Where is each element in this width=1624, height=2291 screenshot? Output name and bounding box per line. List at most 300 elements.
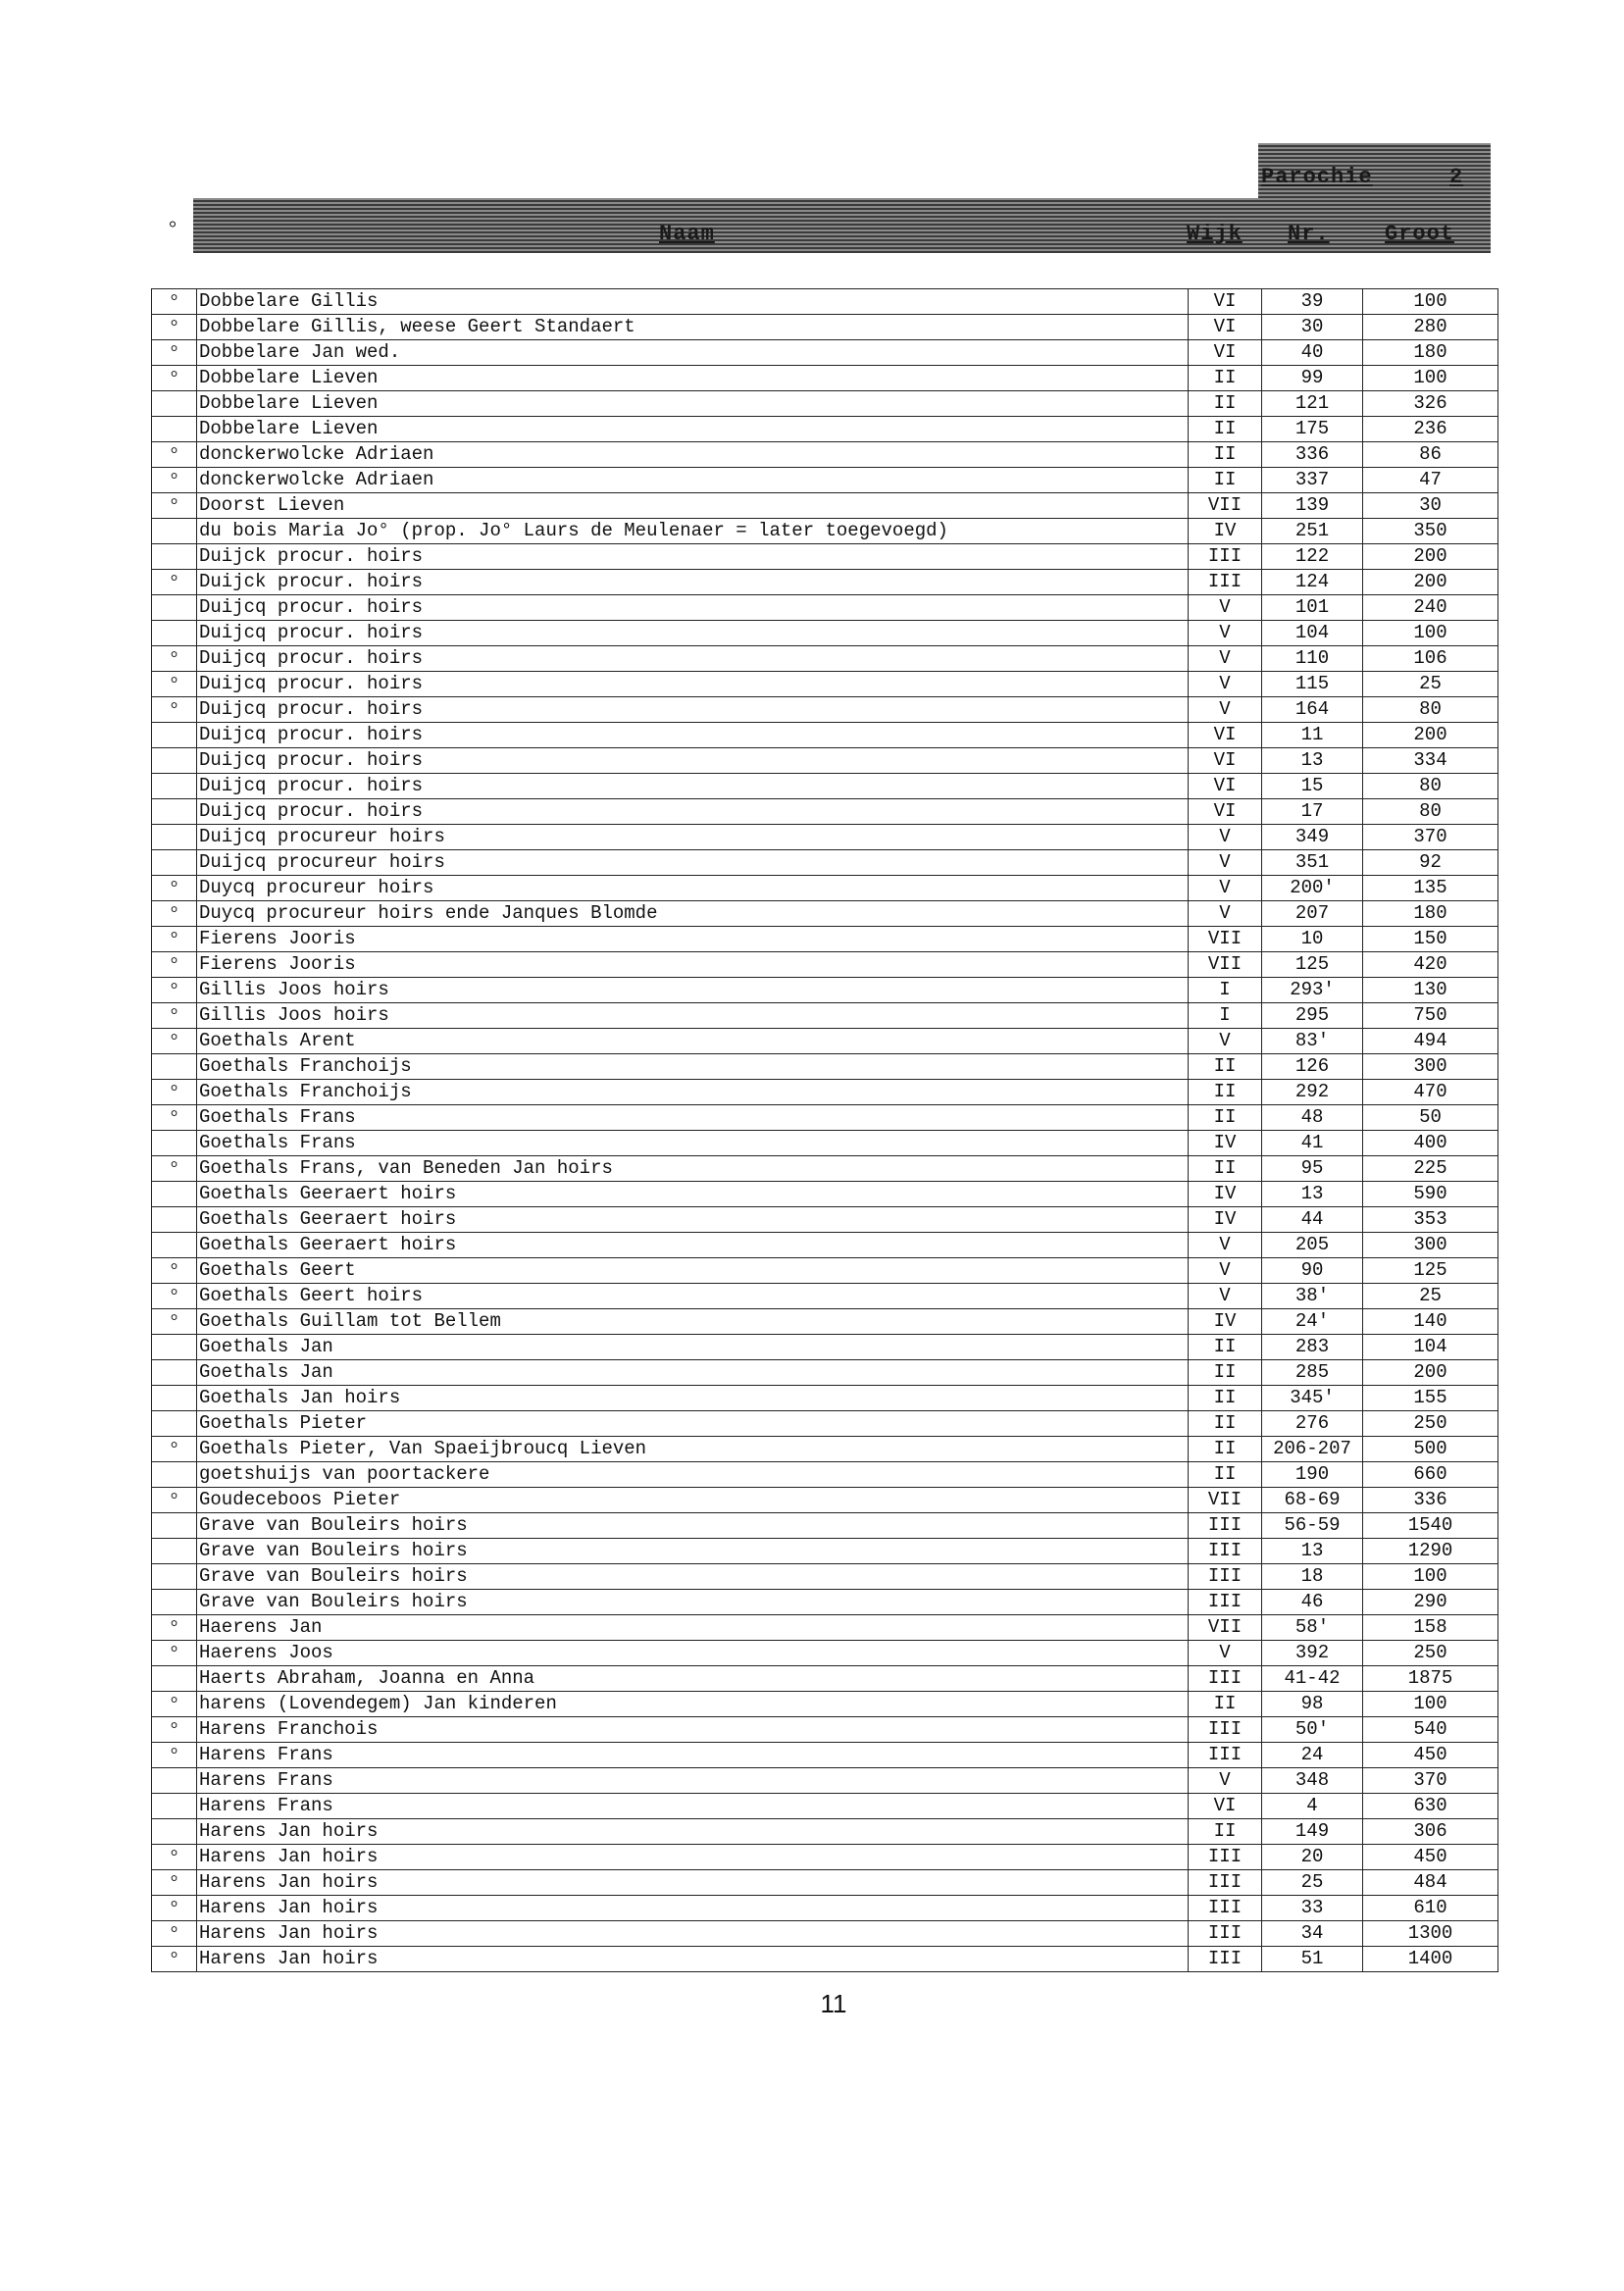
row-wijk: IV [1189, 1131, 1262, 1156]
row-name: Goethals Frans [197, 1105, 1189, 1131]
row-groot: 420 [1363, 952, 1498, 978]
row-mark [152, 1233, 197, 1258]
row-nr: 337 [1262, 468, 1363, 493]
row-nr: 50' [1262, 1717, 1363, 1743]
row-mark: ° [152, 1105, 197, 1131]
table-row [152, 774, 1498, 799]
row-nr: 56-59 [1262, 1513, 1363, 1539]
row-wijk: V [1189, 1258, 1262, 1284]
row-name: Harens Jan hoirs [197, 1870, 1189, 1896]
row-name: Gillis Joos hoirs [197, 978, 1189, 1003]
table-row [152, 850, 1498, 876]
row-name: Harens Franchois [197, 1717, 1189, 1743]
row-mark [152, 1513, 197, 1539]
row-name: Duijcq procur. hoirs [197, 799, 1189, 825]
row-mark: ° [152, 1488, 197, 1513]
row-wijk: V [1189, 672, 1262, 697]
table-row [152, 1080, 1498, 1105]
table-row [152, 672, 1498, 697]
row-name: Goethals Jan hoirs [197, 1386, 1189, 1411]
row-groot: 130 [1363, 978, 1498, 1003]
row-nr: 17 [1262, 799, 1363, 825]
table-row [152, 1513, 1498, 1539]
row-mark: ° [152, 1258, 197, 1284]
row-wijk: VII [1189, 1615, 1262, 1641]
row-mark [152, 723, 197, 748]
row-groot: 400 [1363, 1131, 1498, 1156]
row-name: Goethals Jan [197, 1360, 1189, 1386]
row-name: Dobbelare Gillis [197, 289, 1189, 315]
table-row [152, 1819, 1498, 1845]
row-wijk: II [1189, 417, 1262, 442]
row-mark [152, 748, 197, 774]
header-degree-mark: ° [169, 218, 177, 239]
row-nr: 38' [1262, 1284, 1363, 1309]
row-name: Goethals Geeraert hoirs [197, 1207, 1189, 1233]
row-nr: 98 [1262, 1692, 1363, 1717]
row-name: Fierens Jooris [197, 952, 1189, 978]
row-mark [152, 1794, 197, 1819]
row-nr: 293' [1262, 978, 1363, 1003]
table-row [152, 1488, 1498, 1513]
row-groot: 290 [1363, 1590, 1498, 1615]
table-row [152, 315, 1498, 340]
row-nr: 48 [1262, 1105, 1363, 1131]
row-mark: ° [152, 646, 197, 672]
row-groot: 180 [1363, 340, 1498, 366]
table-row [152, 1182, 1498, 1207]
row-groot: 1540 [1363, 1513, 1498, 1539]
row-groot: 494 [1363, 1029, 1498, 1054]
row-nr: 13 [1262, 748, 1363, 774]
table-row [152, 544, 1498, 570]
row-name: Goethals Pieter, Van Spaeijbroucq Lieven [197, 1437, 1189, 1462]
table-row [152, 1794, 1498, 1819]
row-groot: 1400 [1363, 1947, 1498, 1972]
row-name: Harens Jan hoirs [197, 1947, 1189, 1972]
table-row [152, 1258, 1498, 1284]
row-nr: 207 [1262, 901, 1363, 927]
row-wijk: VI [1189, 723, 1262, 748]
row-groot: 80 [1363, 799, 1498, 825]
row-nr: 348 [1262, 1768, 1363, 1794]
row-wijk: III [1189, 1513, 1262, 1539]
row-wijk: V [1189, 1641, 1262, 1666]
row-groot: 660 [1363, 1462, 1498, 1488]
row-groot: 240 [1363, 595, 1498, 621]
row-name: Goethals Franchoijs [197, 1054, 1189, 1080]
table-row [152, 1437, 1498, 1462]
table-row [152, 1666, 1498, 1692]
row-name: Harens Jan hoirs [197, 1845, 1189, 1870]
row-groot: 350 [1363, 519, 1498, 544]
row-wijk: III [1189, 570, 1262, 595]
row-wijk: II [1189, 442, 1262, 468]
row-groot: 250 [1363, 1411, 1498, 1437]
table-row [152, 493, 1498, 519]
row-nr: 11 [1262, 723, 1363, 748]
row-nr: 392 [1262, 1641, 1363, 1666]
row-nr: 110 [1262, 646, 1363, 672]
row-name: Duycq procureur hoirs ende Janques Blomde [197, 901, 1189, 927]
row-name: goetshuijs van poortackere [197, 1462, 1189, 1488]
row-mark [152, 1819, 197, 1845]
row-groot: 25 [1363, 1284, 1498, 1309]
row-groot: 100 [1363, 366, 1498, 391]
row-nr: 351 [1262, 850, 1363, 876]
row-mark [152, 1360, 197, 1386]
row-wijk: V [1189, 901, 1262, 927]
row-nr: 15 [1262, 774, 1363, 799]
row-nr: 251 [1262, 519, 1363, 544]
row-mark: ° [152, 1845, 197, 1870]
row-nr: 104 [1262, 621, 1363, 646]
row-wijk: II [1189, 1411, 1262, 1437]
row-name: Goethals Frans [197, 1131, 1189, 1156]
table-row [152, 1845, 1498, 1870]
row-groot: 80 [1363, 774, 1498, 799]
row-groot: 25 [1363, 672, 1498, 697]
row-wijk: II [1189, 1692, 1262, 1717]
row-groot: 750 [1363, 1003, 1498, 1029]
row-nr: 95 [1262, 1156, 1363, 1182]
row-mark: ° [152, 1156, 197, 1182]
row-mark: ° [152, 289, 197, 315]
row-mark: ° [152, 1947, 197, 1972]
row-wijk: III [1189, 1666, 1262, 1692]
row-mark [152, 417, 197, 442]
row-groot: 280 [1363, 315, 1498, 340]
row-wijk: VII [1189, 1488, 1262, 1513]
row-wijk: II [1189, 1156, 1262, 1182]
row-groot: 450 [1363, 1743, 1498, 1768]
row-mark [152, 799, 197, 825]
row-name: Grave van Bouleirs hoirs [197, 1539, 1189, 1564]
table-row [152, 442, 1498, 468]
row-name: Goethals Franchoijs [197, 1080, 1189, 1105]
row-name: Duijck procur. hoirs [197, 570, 1189, 595]
row-nr: 149 [1262, 1819, 1363, 1845]
row-name: Harens Jan hoirs [197, 1896, 1189, 1921]
row-groot: 200 [1363, 723, 1498, 748]
row-wijk: III [1189, 1590, 1262, 1615]
table-row [152, 697, 1498, 723]
header-parish-number: 2 [1449, 165, 1464, 189]
row-mark [152, 1590, 197, 1615]
table-row [152, 417, 1498, 442]
row-nr: 4 [1262, 1794, 1363, 1819]
row-groot: 100 [1363, 1692, 1498, 1717]
row-mark: ° [152, 493, 197, 519]
row-mark: ° [152, 876, 197, 901]
row-groot: 104 [1363, 1335, 1498, 1360]
row-wijk: II [1189, 1360, 1262, 1386]
row-groot: 100 [1363, 1564, 1498, 1590]
row-wijk: VI [1189, 340, 1262, 366]
row-mark [152, 1054, 197, 1080]
row-mark: ° [152, 1641, 197, 1666]
page-number: 11 [820, 1989, 847, 2018]
row-groot: 306 [1363, 1819, 1498, 1845]
row-name: Duijcq procureur hoirs [197, 825, 1189, 850]
row-nr: 139 [1262, 493, 1363, 519]
row-name: Goethals Jan [197, 1335, 1189, 1360]
row-nr: 44 [1262, 1207, 1363, 1233]
row-groot: 225 [1363, 1156, 1498, 1182]
row-mark: ° [152, 978, 197, 1003]
row-nr: 349 [1262, 825, 1363, 850]
row-groot: 30 [1363, 493, 1498, 519]
table-row [152, 1054, 1498, 1080]
row-wijk: VI [1189, 289, 1262, 315]
row-wijk: II [1189, 1105, 1262, 1131]
row-wijk: III [1189, 1845, 1262, 1870]
row-wijk: VI [1189, 799, 1262, 825]
row-groot: 200 [1363, 544, 1498, 570]
row-name: Dobbelare Gillis, weese Geert Standaert [197, 315, 1189, 340]
row-nr: 18 [1262, 1564, 1363, 1590]
row-nr: 125 [1262, 952, 1363, 978]
table-row [152, 1590, 1498, 1615]
row-name: Goethals Geeraert hoirs [197, 1182, 1189, 1207]
row-mark [152, 1564, 197, 1590]
row-groot: 150 [1363, 927, 1498, 952]
row-wijk: III [1189, 544, 1262, 570]
table-row [152, 570, 1498, 595]
row-wijk: V [1189, 621, 1262, 646]
table-row [152, 621, 1498, 646]
register-table [151, 288, 1498, 1972]
row-groot: 300 [1363, 1054, 1498, 1080]
row-name: Goethals Guillam tot Bellem [197, 1309, 1189, 1335]
row-mark: ° [152, 952, 197, 978]
row-nr: 99 [1262, 366, 1363, 391]
row-mark: ° [152, 1870, 197, 1896]
row-name: Dobbelare Lieven [197, 391, 1189, 417]
row-groot: 158 [1363, 1615, 1498, 1641]
row-mark [152, 544, 197, 570]
table-row [152, 1207, 1498, 1233]
row-mark: ° [152, 1003, 197, 1029]
row-groot: 353 [1363, 1207, 1498, 1233]
row-name: Goudeceboos Pieter [197, 1488, 1189, 1513]
row-name: Goethals Geeraert hoirs [197, 1233, 1189, 1258]
row-mark: ° [152, 1743, 197, 1768]
row-name: Duijcq procur. hoirs [197, 595, 1189, 621]
row-nr: 90 [1262, 1258, 1363, 1284]
row-groot: 135 [1363, 876, 1498, 901]
row-mark: ° [152, 1921, 197, 1947]
row-wijk: III [1189, 1896, 1262, 1921]
row-nr: 83' [1262, 1029, 1363, 1054]
table-row [152, 595, 1498, 621]
row-wijk: II [1189, 1462, 1262, 1488]
row-groot: 92 [1363, 850, 1498, 876]
row-wijk: V [1189, 825, 1262, 850]
row-nr: 24' [1262, 1309, 1363, 1335]
row-nr: 115 [1262, 672, 1363, 697]
row-mark [152, 850, 197, 876]
row-mark: ° [152, 340, 197, 366]
row-mark [152, 1666, 197, 1692]
row-name: Goethals Geert [197, 1258, 1189, 1284]
row-groot: 590 [1363, 1182, 1498, 1207]
table-row [152, 901, 1498, 927]
row-mark [152, 1386, 197, 1411]
row-mark: ° [152, 672, 197, 697]
row-wijk: V [1189, 1284, 1262, 1309]
table-row [152, 1105, 1498, 1131]
row-name: donckerwolcke Adriaen [197, 442, 1189, 468]
row-wijk: V [1189, 1768, 1262, 1794]
row-name: Doorst Lieven [197, 493, 1189, 519]
table-row [152, 1539, 1498, 1564]
row-groot: 250 [1363, 1641, 1498, 1666]
row-name: Dobbelare Lieven [197, 366, 1189, 391]
table-row [152, 748, 1498, 774]
row-wijk: VI [1189, 774, 1262, 799]
row-wijk: III [1189, 1870, 1262, 1896]
row-name: Duijcq procur. hoirs [197, 723, 1189, 748]
row-name: Grave van Bouleirs hoirs [197, 1513, 1189, 1539]
row-wijk: II [1189, 1386, 1262, 1411]
row-nr: 126 [1262, 1054, 1363, 1080]
row-groot: 450 [1363, 1845, 1498, 1870]
row-wijk: III [1189, 1921, 1262, 1947]
row-mark: ° [152, 927, 197, 952]
row-mark: ° [152, 366, 197, 391]
row-groot: 200 [1363, 570, 1498, 595]
row-wijk: II [1189, 1819, 1262, 1845]
row-wijk: II [1189, 366, 1262, 391]
table-row [152, 978, 1498, 1003]
row-mark [152, 1411, 197, 1437]
row-wijk: III [1189, 1564, 1262, 1590]
row-nr: 41 [1262, 1131, 1363, 1156]
row-name: Fierens Jooris [197, 927, 1189, 952]
table-row [152, 289, 1498, 315]
table-row [152, 1768, 1498, 1794]
row-mark [152, 595, 197, 621]
row-wijk: I [1189, 1003, 1262, 1029]
row-wijk: IV [1189, 1309, 1262, 1335]
row-nr: 24 [1262, 1743, 1363, 1768]
row-groot: 1300 [1363, 1921, 1498, 1947]
header-col-nr: Nr. [1288, 222, 1330, 246]
row-groot: 630 [1363, 1794, 1498, 1819]
row-groot: 484 [1363, 1870, 1498, 1896]
row-mark: ° [152, 442, 197, 468]
table-row [152, 1335, 1498, 1360]
row-nr: 283 [1262, 1335, 1363, 1360]
row-name: Harens Frans [197, 1743, 1189, 1768]
row-mark: ° [152, 901, 197, 927]
row-wijk: V [1189, 697, 1262, 723]
row-wijk: V [1189, 1029, 1262, 1054]
row-mark [152, 1768, 197, 1794]
row-mark [152, 1182, 197, 1207]
row-groot: 336 [1363, 1488, 1498, 1513]
row-name: Grave van Bouleirs hoirs [197, 1564, 1189, 1590]
header-parish-label: Parochie [1261, 165, 1373, 189]
row-name: Duijcq procur. hoirs [197, 621, 1189, 646]
row-nr: 285 [1262, 1360, 1363, 1386]
table-row [152, 340, 1498, 366]
row-mark: ° [152, 1309, 197, 1335]
row-groot: 540 [1363, 1717, 1498, 1743]
row-wijk: V [1189, 646, 1262, 672]
row-name: Duijcq procur. hoirs [197, 774, 1189, 799]
row-wijk: V [1189, 595, 1262, 621]
row-mark: ° [152, 1080, 197, 1105]
row-wijk: II [1189, 1335, 1262, 1360]
row-mark [152, 825, 197, 850]
row-mark [152, 1207, 197, 1233]
row-wijk: VI [1189, 1794, 1262, 1819]
row-groot: 1290 [1363, 1539, 1498, 1564]
table-row [152, 1692, 1498, 1717]
row-mark [152, 1131, 197, 1156]
table-row [152, 1564, 1498, 1590]
row-groot: 236 [1363, 417, 1498, 442]
register-table-body [152, 289, 1498, 1972]
table-row [152, 1743, 1498, 1768]
row-groot: 326 [1363, 391, 1498, 417]
row-groot: 470 [1363, 1080, 1498, 1105]
row-groot: 140 [1363, 1309, 1498, 1335]
row-groot: 180 [1363, 901, 1498, 927]
row-name: Harens Jan hoirs [197, 1921, 1189, 1947]
row-nr: 51 [1262, 1947, 1363, 1972]
row-groot: 100 [1363, 289, 1498, 315]
row-groot: 370 [1363, 825, 1498, 850]
table-row [152, 952, 1498, 978]
table-row [152, 1003, 1498, 1029]
row-nr: 205 [1262, 1233, 1363, 1258]
row-name: Duijcq procur. hoirs [197, 748, 1189, 774]
row-wijk: III [1189, 1743, 1262, 1768]
row-name: Duijck procur. hoirs [197, 544, 1189, 570]
header-col-wijk: Wijk [1187, 222, 1243, 246]
table-row [152, 1360, 1498, 1386]
row-name: Duijcq procur. hoirs [197, 646, 1189, 672]
row-mark [152, 391, 197, 417]
table-row [152, 1921, 1498, 1947]
row-nr: 101 [1262, 595, 1363, 621]
row-name: Duijcq procur. hoirs [197, 697, 1189, 723]
row-groot: 1875 [1363, 1666, 1498, 1692]
row-name: Goethals Frans, van Beneden Jan hoirs [197, 1156, 1189, 1182]
row-name: du bois Maria Jo° (prop. Jo° Laurs de Meulenaer = later toegevoegd) [197, 519, 1189, 544]
row-nr: 345' [1262, 1386, 1363, 1411]
row-nr: 34 [1262, 1921, 1363, 1947]
row-nr: 336 [1262, 442, 1363, 468]
row-name: Grave van Bouleirs hoirs [197, 1590, 1189, 1615]
row-wijk: III [1189, 1717, 1262, 1743]
row-mark: ° [152, 1717, 197, 1743]
row-groot: 86 [1363, 442, 1498, 468]
table-row [152, 1309, 1498, 1335]
row-nr: 124 [1262, 570, 1363, 595]
row-groot: 80 [1363, 697, 1498, 723]
row-groot: 370 [1363, 1768, 1498, 1794]
row-wijk: II [1189, 468, 1262, 493]
table-row [152, 646, 1498, 672]
row-wijk: I [1189, 978, 1262, 1003]
table-row [152, 1131, 1498, 1156]
table-row [152, 876, 1498, 901]
row-name: Dobbelare Lieven [197, 417, 1189, 442]
